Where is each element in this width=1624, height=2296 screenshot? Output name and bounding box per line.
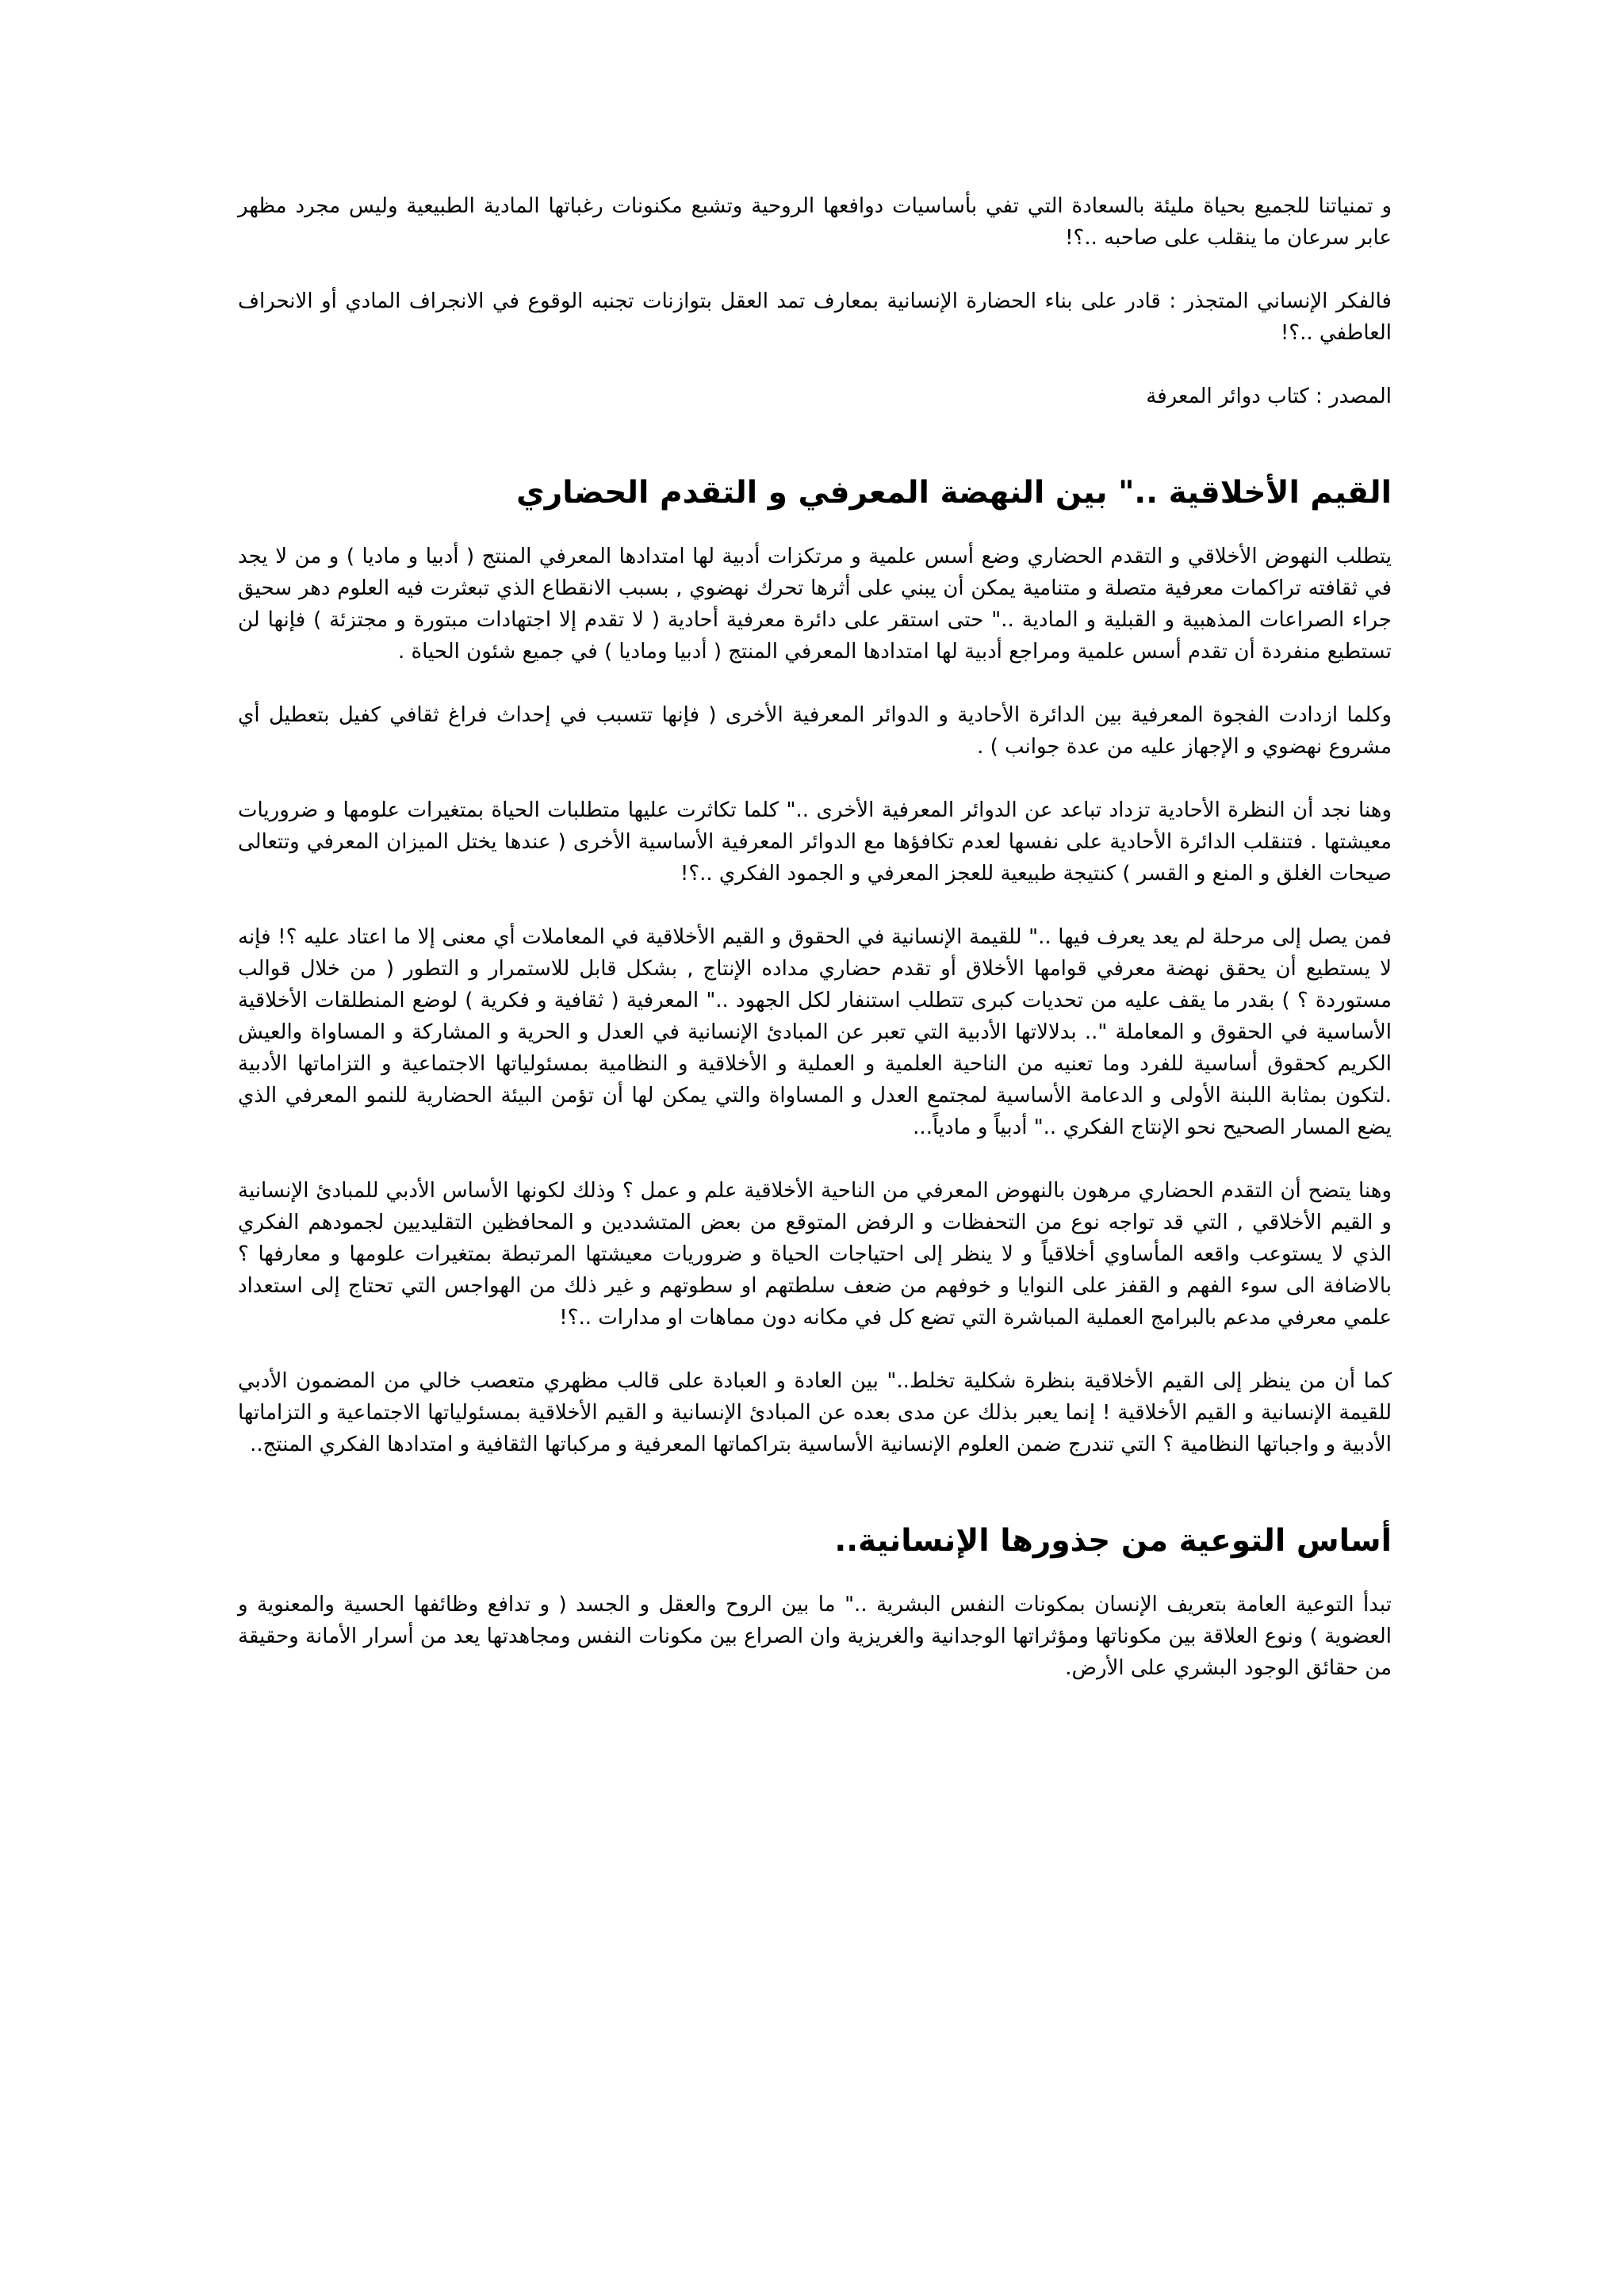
paragraph-civilizational-progress: وهنا يتضح أن التقدم الحضاري مرهون بالنهوض المعرفي من الناحية الأخلاقية علم و عمل ؟ وذلك لكونها الأساس الأدبي للمبادئ الإنسانية و القيم الأخلاقي , التي قد تواجه نوع من التحفظات و الرفض المتوقع من بعض المتشددين و المحافظين التقليديين لجمودهم الفكري الذي لا يستوعب واقعه المأساوي أخلاقياً و لا ينظر إلى احتياجات الحياة و ضروريات معيشتها المرتبطة بمتغيرات علومها و معارفها ؟ بالاضافة الى سوء الفهم و القفز على النوايا و خوفهم من ضعف سلطتهم او سطوتهم و غير ذلك من الهواجس التي تحتاج إلى استعداد علمي معرفي مدعم بالبرامج العملية المباشرة التي تضع كل في مكانه دون مماهات او مدارات ..؟! xyxy=(238,1179,1392,1330)
section-heading-ethical-values: القيم الأخلاقية .." بين النهضة المعرفي و التقدم الحضاري xyxy=(516,475,1392,511)
paragraph-human-value: فمن يصل إلى مرحلة لم يعد يعرف فيها .." للقيمة الإنسانية في الحقوق و القيم الأخلاقية في المعاملات أي معنى إلا ما اعتاد عليه ؟! فإنه لا يستطيع أن يحقق نهضة معرفي قوامها الأخلاق أو تقدم حضاري مداده الإنتاج , بشكل قابل للاستمرار و التطور ( من خلال قوالب مستوردة ؟ ) بقدر ما يقف عليه من تحديات كبرى تتطلب استنفار لكل الجهود .." المعرفية ( ثقافية و فكرية ) لوضع المنطلقات الأخلاقية الأساسية في الحقوق و المعاملة ".. بدلالاتها الأدبية التي تعبر عن المبادئ الإنسانية في العدل و الحرية و المشاركة و المساواة والعيش الكريم كحقوق أساسية للفرد وما تعنيه من الناحية العلمية و العملية و الأخلاقية و النظامية بمسئولياتها الاجتماعية و التزاماتها الأدبية .لتكون بمثابة اللبنة الأولى و الدعامة الأساسية لمجتمع العدل و المساواة والتي يمكن لها أن تؤمن البيئة الحضارية للنمو المعرفي الذي يضع المسار الصحيح نحو الإنتاج الفكري .." أدبياً و مادياً... xyxy=(238,925,1392,1139)
paragraph-formal-view: كما أن من ينظر إلى القيم الأخلاقية بنظرة شكلية تخلط.." بين العادة و العبادة على قالب مظهري متعصب خالي من المضمون الأدبي للقيمة الإنسانية و القيم الأخلاقية ! إنما يعبر بذلك عن مدى بعده عن المبادئ الإنسانية و القيم الأخلاقية بمسئولياتها الاجتماعية و التزاماتها الأدبية و واجباتها النظامية ؟ التي تندرج ضمن العلوم الإنسانية الأساسية بتراكماتها المعرفية و مركباتها الثقافية و امتدادها الفكري المنتج.. xyxy=(238,1369,1392,1456)
source-citation: المصدر : كتاب دوائر المعرفة xyxy=(1146,385,1392,408)
section-heading-awareness-roots: أساس التوعية من جذورها الإنسانية.. xyxy=(834,1523,1392,1559)
paragraph-rooted-thought: فالفكر الإنساني المتجذر : قادر على بناء الحضارة الإنسانية بمعارف تمد العقل بتوازنات تجنبه الوقوع في الانجراف المادي أو الانحراف العاطفي ..؟! xyxy=(238,289,1392,345)
document-page xyxy=(238,190,1392,1716)
paragraph-ethical-renaissance: يتطلب النهوض الأخلاقي و التقدم الحضاري وضع أسس علمية و مرتكزات أدبية لها امتدادها المعرفي المنتج ( أدبيا و ماديا ) و من لا يجد في ثقافته تراكمات معرفية متصلة و متنامية يمكن أن يبني على أثرها تحرك نهضوي , بسبب الانقطاع الذي تبعثرت فيه العلوم دهر سحيق جراء الصراعات المذهبية و القبلية و المادية .." حتى استقر على دائرة معرفية أحادية ( لا تقدم إلا اجتهادات مبتورة و مجتزئة ) فإنها لن تستطيع منفردة أن تقدم أسس علمية ومراجع أدبية لها امتدادها المعرفي المنتج ( أدبيا وماديا ) في جميع شئون الحياة . xyxy=(238,545,1392,664)
paragraph-closing-wishes: و تمنياتنا للجميع بحياة مليئة بالسعادة التي تفي بأساسيات دوافعها الروحية وتشبع مكنونات رغباتها المادية الطبيعية وليس مجرد مظهر عابر سرعان ما ينقلب على صاحبه ..؟! xyxy=(238,194,1392,250)
paragraph-general-awareness: تبدأ التوعية العامة بتعريف الإنسان بمكونات النفس البشرية .." ما بين الروح والعقل و الجسد ( و تدافع وظائفها الحسية والمعنوية و العضوية ) ونوع العلاقة بين مكوناتها ومؤثراتها الوجدانية والغريزية وان الصراع بين مكونات النفس ومجاهدتها يعد من أسرار الأمانة وحقيقة من حقائق الوجود البشري على الأرض. xyxy=(238,1593,1392,1680)
paragraph-knowledge-gap: وكلما ازدادت الفجوة المعرفية بين الدائرة الأحادية و الدوائر المعرفية الأخرى ( فإنها تتسبب في إحداث فراغ ثقافي كفيل بتعطيل أي مشروع نهضوي و الإجهاز عليه من عدة جوانب ) . xyxy=(238,703,1392,759)
paragraph-singular-view: وهنا نجد أن النظرة الأحادية تزداد تباعد عن الدوائر المعرفية الأخرى .." كلما تكاثرت عليها متطلبات الحياة بمتغيرات علومها و ضروريات معيشتها . فتنقلب الدائرة الأحادية على نفسها لعدم تكافؤها مع الدوائر المعرفية الأساسية الأخرى ( عندها يختل الميزان المعرفي وتتعالى صيحات الغلق و المنع و القسر ) كنتيجة طبيعية للعجز المعرفي و الجمود الفكري ..؟! xyxy=(238,798,1392,886)
